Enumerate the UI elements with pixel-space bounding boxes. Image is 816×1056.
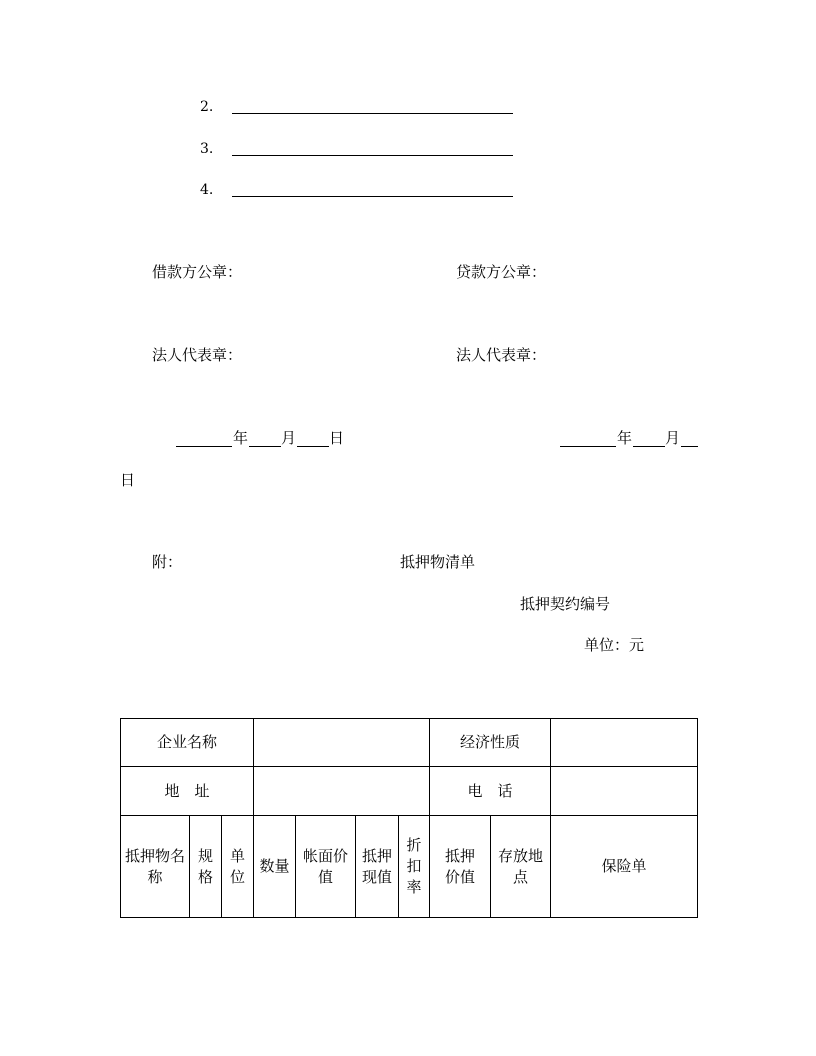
- left-date-month-blank: [249, 446, 281, 447]
- right-date-day-label: 日: [120, 471, 136, 489]
- header-mortgage-value: 抵押 价值: [430, 816, 491, 918]
- contract-number-label: 抵押契约编号: [520, 595, 611, 613]
- header-insurance-policy: 保险单: [551, 816, 698, 918]
- attachment-title: 抵押物清单: [400, 553, 476, 571]
- economic-nature-label: 经济性质: [430, 719, 551, 767]
- unit-label: 单位：元: [584, 636, 645, 654]
- left-date-day-blank: [297, 446, 329, 447]
- right-date-month-label: 月: [665, 429, 681, 447]
- lender-legal-rep-label: 法人代表章：: [456, 346, 547, 364]
- blank-line-3: [232, 155, 513, 156]
- phone-label: 电 话: [430, 767, 551, 816]
- item-number-2: 2.: [200, 99, 214, 115]
- header-specification: 规 格: [190, 816, 222, 918]
- phone-value[interactable]: [551, 767, 698, 816]
- header-collateral-name: 抵押物名 称: [121, 816, 190, 918]
- company-name-value[interactable]: [254, 719, 430, 767]
- right-date-month-blank: [633, 446, 665, 447]
- collateral-table: [120, 718, 698, 918]
- left-date-month-label: 月: [281, 429, 297, 447]
- blank-line-2: [232, 113, 513, 114]
- item-number-4: 4.: [200, 182, 214, 198]
- economic-nature-value[interactable]: [551, 719, 698, 767]
- borrower-legal-rep-label: 法人代表章：: [152, 346, 243, 364]
- address-row: [121, 767, 698, 816]
- address-value[interactable]: [254, 767, 430, 816]
- blank-line-4: [232, 196, 513, 197]
- lender-seal-label: 贷款方公章：: [456, 263, 547, 281]
- company-name-label: 企业名称: [121, 719, 254, 767]
- left-date-year-label: 年: [233, 429, 249, 447]
- header-discount-rate: 折 扣 率: [399, 816, 430, 918]
- company-row: [121, 719, 698, 767]
- attachment-label: 附：: [152, 553, 183, 571]
- left-date-day-label: 日: [329, 429, 345, 447]
- item-number-3: 3.: [200, 141, 214, 157]
- address-label: 地 址: [121, 767, 254, 816]
- right-date-day-blank: [681, 446, 698, 447]
- header-quantity: 数量: [254, 816, 296, 918]
- right-date-year-label: 年: [617, 429, 633, 447]
- header-storage-location: 存放地 点: [491, 816, 551, 918]
- header-current-value: 抵押 现值: [356, 816, 399, 918]
- borrower-seal-label: 借款方公章：: [152, 263, 243, 281]
- header-book-value: 帐面价 值: [296, 816, 356, 918]
- header-row: [121, 816, 698, 918]
- header-unit: 单 位: [222, 816, 254, 918]
- left-date-year-blank: [176, 446, 232, 447]
- right-date-year-blank: [560, 446, 616, 447]
